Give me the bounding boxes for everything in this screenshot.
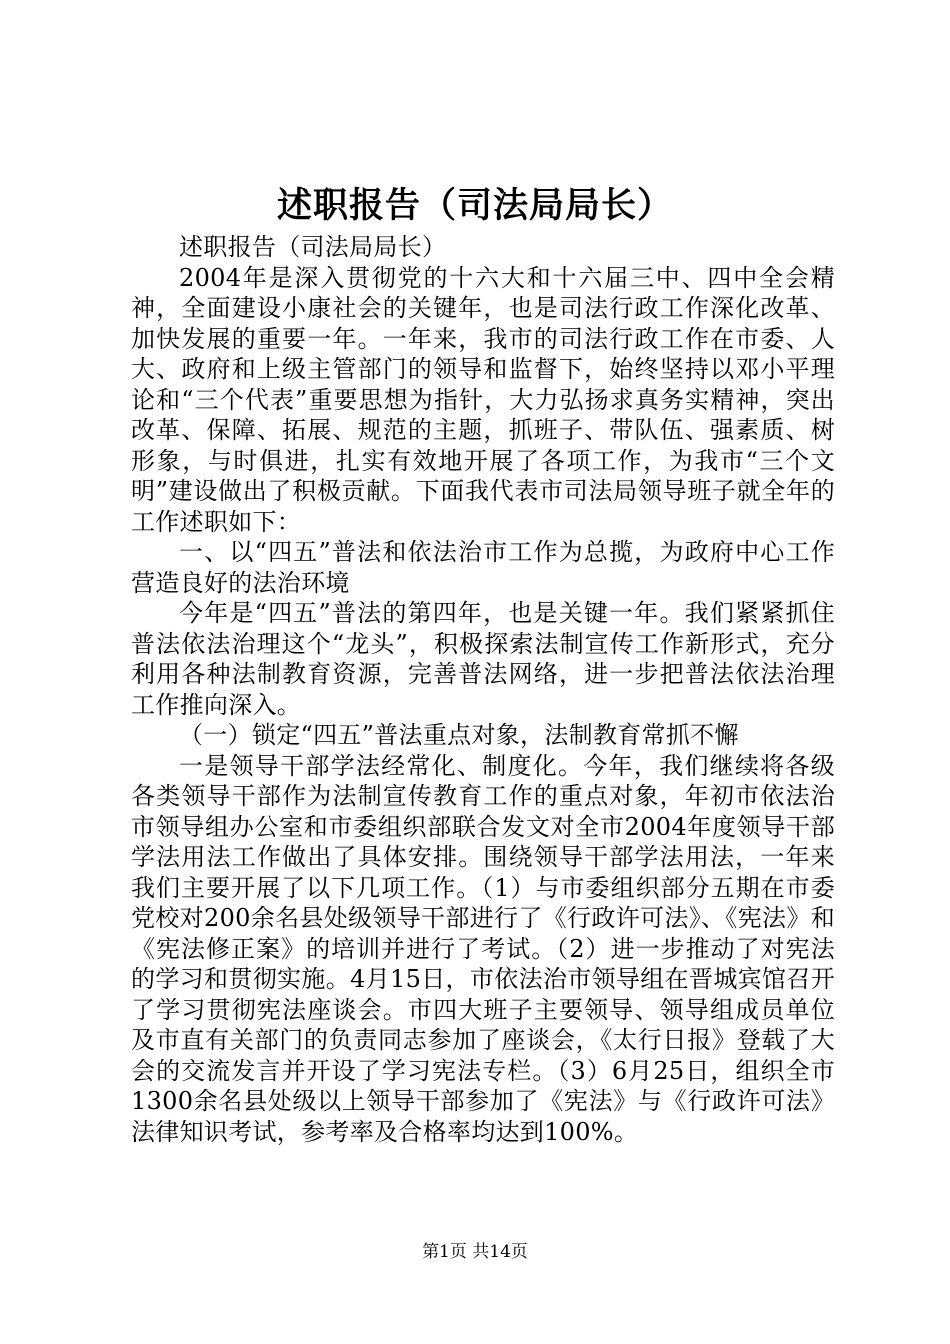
section-heading-1: 一、以“四五”普法和依法治市工作为总揽，为政府中心工作营造良好的法治环境 [131, 538, 835, 597]
page-footer: 第1页 共14页 [422, 1242, 528, 1262]
subsection-heading-1: （一）锁定“四五”普法重点对象，法制教育常抓不懈 [179, 721, 739, 749]
paragraph-subsection-1: 一是领导干部学法经常化、制度化。今年，我们继续将各级各类领导干部作为法制宣传教育工作的重点对象，年初市依法治市领导组办公室和市委组织部联合发文对全市2004年度领导干部学法用法工作做出了具体安排。围绕领导干部学法用法，一年来我们主要开展了以下几项工作。（1）与市委组织部分五期在市委党校对200余名县处级领导干部进行了《行政许可法》、《宪法》和《宪法修正案》的培训并进行了考试。（2）进一步推动了对宪法的学习和贯彻实施。4月15日，市依法治市领导组在晋城宾馆召开了学习贯彻宪法座谈会。市四大班子主要领导、领导组成员单位及市直有关部门的负责同志参加了座谈会，《太行日报》登载了大会的交流发言并开设了学习宪法专栏。（3）6月25日，组织全市1300余名县处级以上领导干部参加了《宪法》与《行政许可法》法律知识考试，参考率及合格率均达到100%。 [131, 751, 835, 1146]
paragraph-section-1: 今年是“四五”普法的第四年，也是关键一年。我们紧紧抓住普法依法治理这个“龙头”，积极探索法制宣传工作新形式，充分利用各种法制教育资源，完善普法网络，进一步把普法依法治理工作推向深入。 [131, 599, 835, 719]
paragraph-intro: 2004年是深入贯彻党的十六大和十六届三中、四中全会精神，全面建设小康社会的关键年，也是司法行政工作深化改革、加快发展的重要一年。一年来，我市的司法行政工作在市委、人大、政府和上级主管部门的领导和监督下，始终坚持以邓小平理论和“三个代表”重要思想为指针，大力弘扬求真务实精神，突出改革、保障、拓展、规范的主题，抓班子、带队伍、强素质、树形象，与时俱进，扎实有效地开展了各项工作，为我市“三个文明”建设做出了积极贡献。下面我代表市司法局领导班子就全年的工作述职如下： [131, 263, 835, 536]
document-body [131, 232, 835, 1147]
document-title: 述职报告（司法局局长） [276, 185, 673, 226]
paragraph-subtitle: 述职报告（司法局局长） [179, 233, 447, 261]
